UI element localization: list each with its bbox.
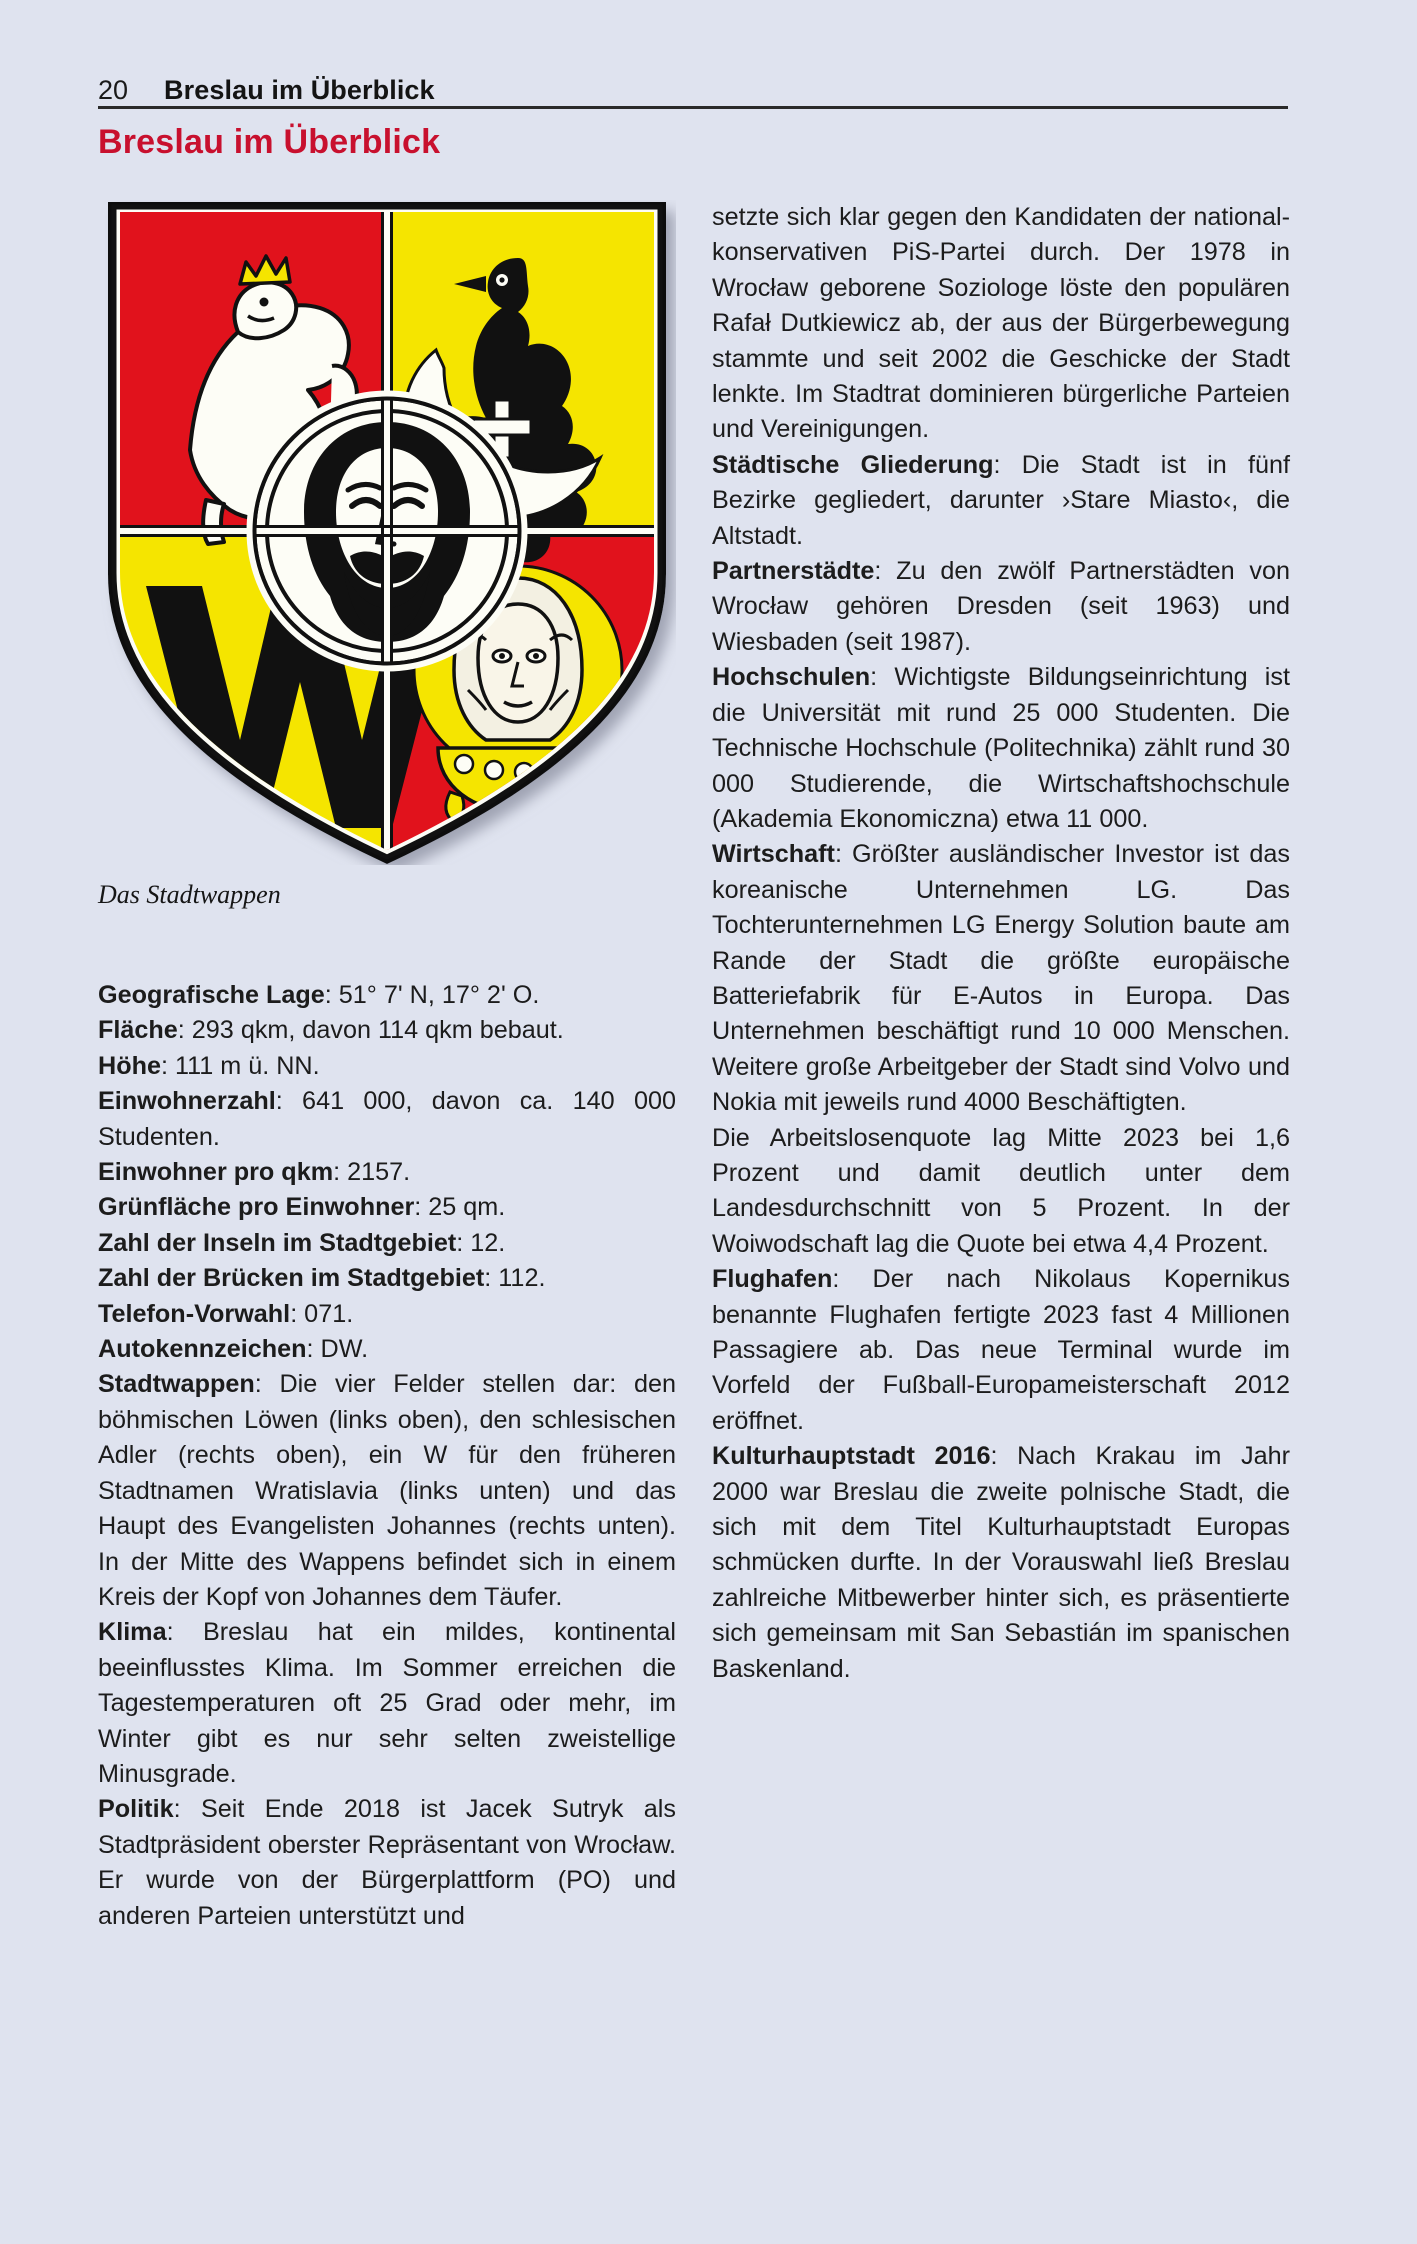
fact-value-flaeche: : 293 qkm, davon 114 qkm bebaut.	[177, 1016, 564, 1045]
fact-value-telefon-vorwahl: : 071.	[290, 1299, 354, 1328]
coat-of-arms-icon	[98, 200, 676, 865]
section-text-flughafen: : Der nach Nikolaus Kopernikus benannte Flughafen fertigte 2023 fast 4 Millionen Passagiere ab. Das neue Terminal wurde im Vorfeld der Fußball-Europameisterschaft 2012 eröffnet.	[712, 1265, 1290, 1435]
fact-label-bruecken: Zahl der Brücken im Stadtgebiet	[98, 1264, 485, 1293]
page-title: Breslau im Überblick	[98, 123, 441, 161]
fact-value-geografische-lage: : 51° 7' N, 17° 2' O.	[324, 981, 540, 1009]
fact-autokennzeichen	[98, 1332, 676, 1367]
fact-telefon-vorwahl	[98, 1297, 676, 1332]
header-divider	[98, 106, 1288, 109]
section-text-politik: : Seit Ende 2018 ist Jacek Sutryk als Stadtpräsident oberster Repräsentant von Wrocław. Er wurde von der Bürgerplattform (PO) und anderen Parteien unterstützt und	[98, 1795, 676, 1930]
section-flughafen	[712, 1262, 1290, 1439]
section-label-hochschulen: Hochschulen	[712, 663, 871, 692]
fact-gruenflaeche	[98, 1190, 676, 1225]
section-text-klima: : Breslau hat ein mildes, kontinental beeinflusstes Klima. Im Sommer erreichen die Tagestemperaturen oft 25 Grad oder mehr, im Winter gibt es nur sehr selten zweistellige Minusgrade.	[98, 1618, 676, 1788]
fact-label-hoehe: Höhe	[98, 1051, 161, 1080]
section-label-klima: Klima	[98, 1618, 167, 1647]
fact-bruecken	[98, 1261, 676, 1296]
section-stadtwappen	[98, 1367, 676, 1615]
section-staedtische-gliederung	[712, 448, 1290, 554]
section-hochschulen	[712, 660, 1290, 837]
section-label-staedtische-gliederung: Städtische Gliederung	[712, 450, 994, 479]
section-label-stadtwappen: Stadtwappen	[98, 1370, 255, 1399]
fact-einwohnerzahl	[98, 1084, 676, 1155]
fact-value-einwohner-pro-qkm: : 2157.	[333, 1158, 411, 1187]
section-kulturhauptstadt	[712, 1439, 1290, 1687]
section-arbeitslosenquote: Die Arbeitslosenquote lag Mitte 2023 bei 1,6 Prozent und damit deutlich unter dem Landesdurchschnitt von 5 Prozent. In der Woiwodschaft lag die Quote bei etwa 4,4 Prozent.	[712, 1123, 1290, 1258]
section-politik-continued: setzte sich klar gegen den Kandidaten der national-konservativen PiS-Partei durch. Der 1978 in Wrocław geborene Soziologe löste den populären Rafał Dutkiewicz ab, der aus der Bürgerbewegung stammte und seit 2002 die Geschicke der Stadt lenkte. Im Stadtrat dominieren bürgerliche Parteien und Vereinigungen.	[712, 203, 1290, 444]
section-label-wirtschaft: Wirtschaft	[712, 840, 835, 869]
right-text-column	[712, 200, 1290, 1687]
section-text-staedtische-gliederung: : Die Stadt ist in fünf Bezirke gegliedert, darunter ›Stare Miasto‹, die Altstadt.	[712, 450, 1290, 550]
section-text-wirtschaft: : Größter ausländischer Investor ist das koreanische Unternehmen LG. Das Tochterunternehmen LG Energy Solution baute am Rande der Stadt die größte europäische Batteriefabrik für E-Autos in Europa. Das Unternehmen beschäftigt rund 10 000 Menschen. Weitere große Arbeitgeber der Stadt sind Volvo und Nokia mit jeweils rund 4000 Beschäftigten.	[712, 840, 1290, 1117]
section-politik	[98, 1792, 676, 1934]
fact-label-flaeche: Fläche	[98, 1016, 178, 1045]
figure-caption: Das Stadtwappen	[98, 880, 281, 909]
section-text-partnerstaedte: : Zu den zwölf Partnerstädten von Wrocław gehören Dresden (seit 1963) und Wiesbaden (seit 1987).	[712, 557, 1290, 656]
running-head-title: Breslau im Überblick	[164, 75, 435, 105]
fact-label-inseln: Zahl der Inseln im Stadtgebiet	[98, 1228, 457, 1257]
section-label-politik: Politik	[98, 1795, 174, 1824]
fact-value-einwohnerzahl: : 641 000, davon ca. 140 000 Studenten.	[98, 1087, 676, 1151]
section-text-hochschulen: : Wichtigste Bildungseinrichtung ist die Universität mit rund 25 000 Studenten. Die Technische Hochschule (Politechnika) zählt rund 30 000 Studierende, die Wirtschaftshochschule (Akademia Ekonomiczna) etwa 11 000.	[712, 663, 1290, 833]
section-label-partnerstaedte: Partnerstädte	[712, 557, 875, 586]
fact-value-bruecken: : 112.	[484, 1264, 546, 1293]
section-text-stadtwappen: : Die vier Felder stellen dar: den böhmischen Löwen (links oben), den schlesischen Adler (rechts oben), ein W für den früheren Stadtnamen Wratislavia (links unten) und das Haupt des Evangelisten Johannes (rechts unten). In der Mitte des Wappens befindet sich in einem Kreis der Kopf von Johannes dem Täufer.	[98, 1370, 676, 1611]
fact-label-autokennzeichen: Autokennzeichen	[98, 1335, 307, 1364]
left-text-column	[98, 978, 676, 1934]
section-text-kulturhauptstadt: : Nach Krakau im Jahr 2000 war Breslau die zweite polnische Stadt, die sich mit dem Titel Kulturhauptstadt Europas schmücken durfte. In der Vorauswahl ließ Breslau zahlreiche Mitbewerber hinter sich, es präsentierte sich gemeinsam mit San Sebastián im spanischen Baskenland.	[712, 1442, 1290, 1683]
section-label-kulturhauptstadt: Kulturhauptstadt 2016	[712, 1442, 991, 1471]
section-partnerstaedte	[712, 554, 1290, 660]
fact-label-gruenflaeche: Grünfläche pro Einwohner	[98, 1193, 415, 1222]
fact-einwohner-pro-qkm	[98, 1155, 676, 1190]
figure-coat-of-arms	[98, 200, 676, 910]
fact-inseln	[98, 1226, 676, 1261]
fact-value-hoehe: : 111 m ü. NN.	[160, 1051, 320, 1080]
section-wirtschaft	[712, 837, 1290, 1120]
fact-value-autokennzeichen: : DW.	[306, 1335, 369, 1364]
fact-value-gruenflaeche: : 25 qm.	[414, 1193, 506, 1222]
section-label-flughafen: Flughafen	[712, 1265, 833, 1294]
fact-value-inseln: : 12.	[456, 1228, 506, 1257]
fact-label-geografische-lage: Geografische Lage	[98, 981, 325, 1009]
fact-label-einwohner-pro-qkm: Einwohner pro qkm	[98, 1158, 334, 1187]
running-head	[98, 58, 1320, 104]
section-klima	[98, 1615, 676, 1792]
fact-geografische-lage	[98, 978, 676, 1013]
page-number: 20	[98, 75, 129, 105]
fact-label-einwohnerzahl: Einwohnerzahl	[98, 1087, 276, 1116]
fact-hoehe	[98, 1049, 676, 1084]
fact-label-telefon-vorwahl: Telefon-Vorwahl	[98, 1299, 291, 1328]
fact-flaeche	[98, 1013, 676, 1048]
